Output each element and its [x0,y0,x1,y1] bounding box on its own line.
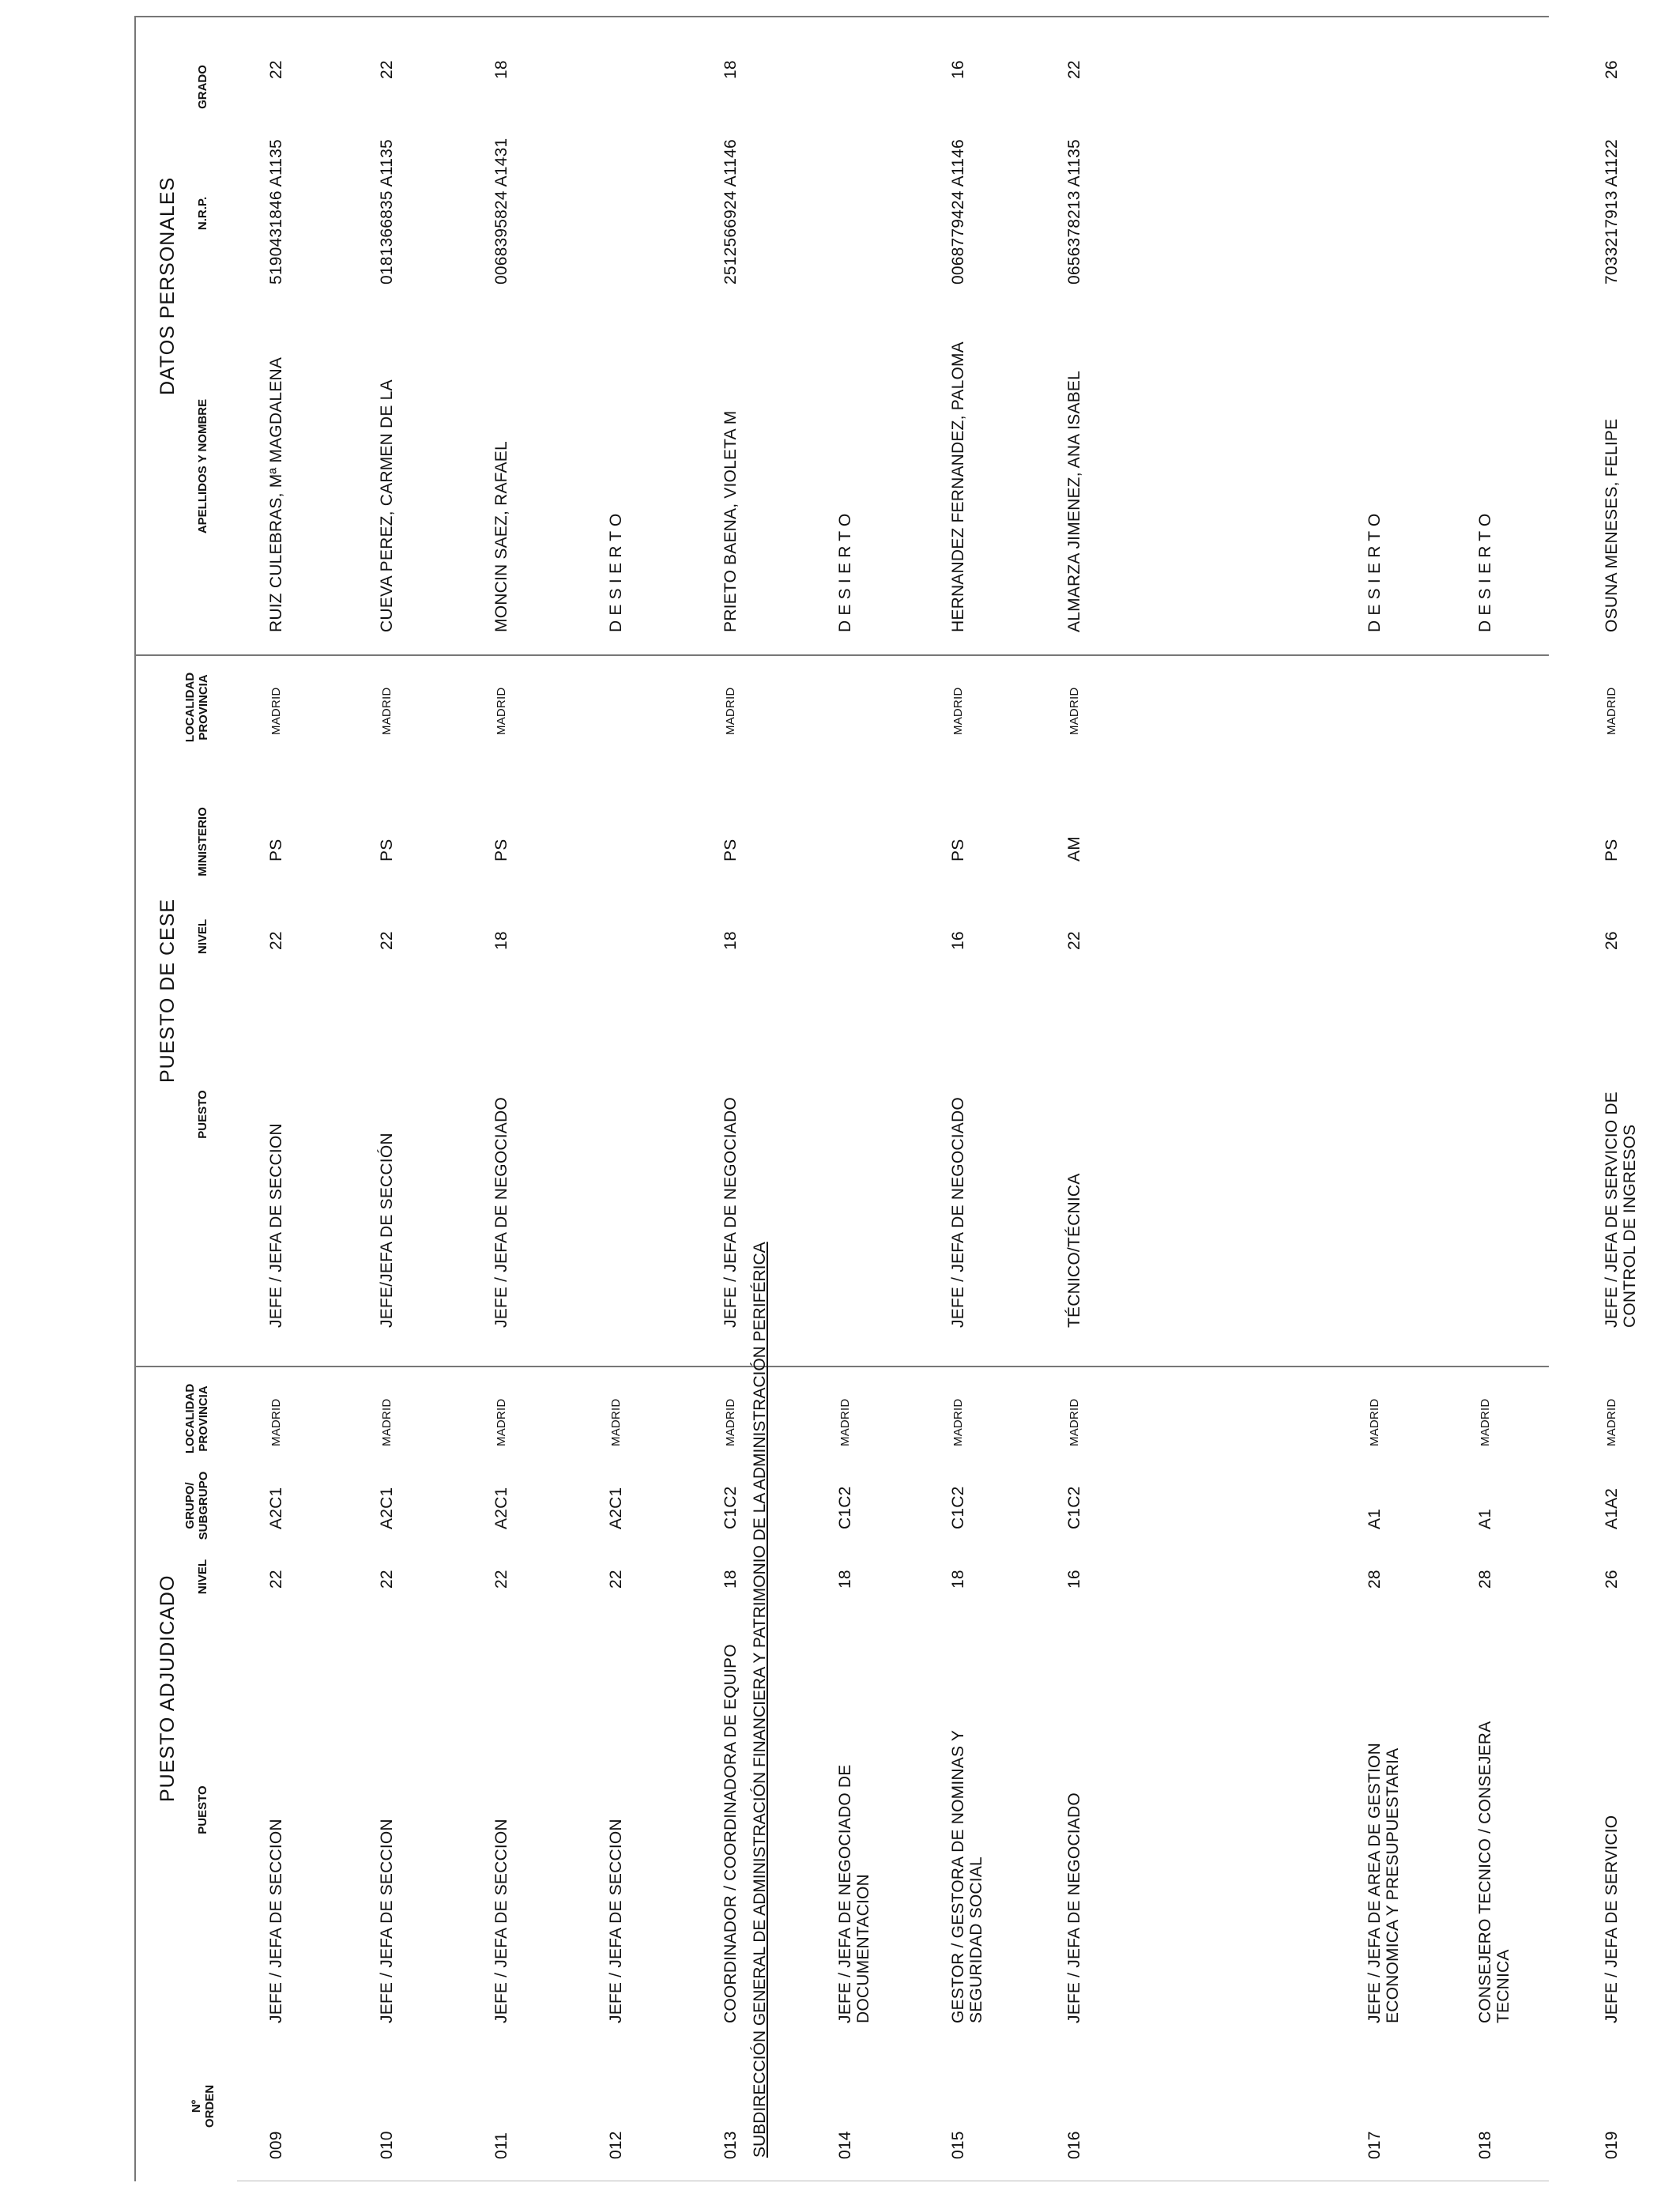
cell-localidad: MADRID [1478,1398,1492,1446]
cell-grado: 22 [267,60,285,79]
cell-cese-puesto: JEFE / JEFA DE SERVICIO DE CONTROL DE INGRESOS [1603,1091,1639,1328]
cell-nombre: CUEVA PEREZ, CARMEN DE LA [378,379,396,632]
cell-ministerio: PS [949,839,967,861]
cell-nombre: ALMARZA JIMENEZ, ANA ISABEL [1065,370,1083,632]
cell-grupo: C1C2 [1065,1486,1083,1529]
cell-ministerio: AM [1065,836,1083,861]
cell-grado: 18 [721,60,740,79]
cell-cese-nivel: 18 [492,931,510,950]
cell-ministerio: PS [492,839,510,861]
cell-cese-nivel: 16 [949,931,967,950]
section-divider-1 [134,1366,1549,1367]
cell-puesto: CONSEJERO TECNICO / CONSEJERA TECNICA [1476,1721,1512,2023]
cell-orden: 010 [378,2131,396,2159]
section-title-puesto-cese: PUESTO DE CESE [156,898,179,1083]
cell-grupo: C1C2 [949,1486,967,1529]
cell-nombre: D E S I E R T O [1476,513,1494,632]
cell-puesto: JEFE / JEFA DE SECCION [607,1819,625,2023]
cell-cese-localidad: MADRID [1605,687,1618,735]
cell-grado: 22 [378,60,396,79]
cell-localidad: MADRID [838,1398,852,1446]
cell-nrp: 2512566924 A1146 [721,139,740,285]
cell-puesto: JEFE / JEFA DE NEGOCIADO [1065,1793,1083,2023]
cell-nrp: 0181366835 A1135 [378,139,396,285]
cell-nivel: 22 [378,1570,396,1589]
cell-nivel: 22 [267,1570,285,1589]
header-nrp: N.R.P. [196,196,209,231]
header-grado: GRADO [196,65,209,109]
cell-puesto: JEFE / JEFA DE SERVICIO [1603,1815,1621,2023]
cell-cese-localidad: MADRID [495,687,508,735]
cell-cese-puesto: JEFE / JEFA DE NEGOCIADO [949,1097,967,1328]
cell-orden: 009 [267,2131,285,2159]
cell-nombre: PRIETO BAENA, VIOLETA M [721,410,740,632]
cell-nrp: 5190431846 A1135 [267,139,285,285]
cell-orden: 014 [836,2131,854,2159]
cell-nivel: 28 [1365,1570,1384,1589]
header-apellidos-nombre: APELLIDOS Y NOMBRE [196,398,209,534]
cell-localidad: MADRID [495,1398,508,1446]
cell-nivel: 18 [949,1570,967,1589]
header-orden-line2: ORDEN [203,2084,217,2128]
cell-localidad: MADRID [724,1398,737,1446]
cell-cese-nivel: 26 [1603,931,1621,950]
header-grupo-line2: SUBGRUPO [197,1471,210,1540]
cell-orden: 011 [492,2132,510,2159]
cell-nivel: 16 [1065,1570,1083,1589]
header-orden-line1: Nº [190,2099,203,2113]
cell-cese-nivel: 22 [378,931,396,950]
cell-localidad: MADRID [269,1398,283,1446]
cell-orden: 018 [1476,2131,1494,2159]
header-puesto-cese: PUESTO [196,1090,209,1139]
cell-nombre: D E S I E R T O [1365,513,1384,632]
cell-cese-nivel: 22 [1065,931,1083,950]
cell-grupo: A1A2 [1603,1487,1621,1529]
section-title-datos-personales: DATOS PERSONALES [156,176,179,395]
cell-nivel: 18 [836,1570,854,1589]
assignment-table [134,16,1639,2181]
cell-ministerio: PS [378,839,396,861]
cell-ministerio: PS [1603,839,1621,861]
cell-localidad: MADRID [1068,1398,1081,1446]
cell-grado: 22 [1065,60,1083,79]
cell-nivel: 28 [1476,1570,1494,1589]
cell-cese-puesto: JEFE / JEFA DE NEGOCIADO [492,1097,510,1328]
cell-localidad: MADRID [1605,1398,1618,1446]
header-puesto-adjudicado: PUESTO [196,1785,209,1834]
cell-orden: 012 [607,2131,625,2159]
cell-cese-puesto: JEFE / JEFA DE SECCION [267,1123,285,1328]
cell-grupo: C1C2 [721,1486,740,1529]
cell-cese-nivel: 22 [267,931,285,950]
cell-cese-nivel: 18 [721,931,740,950]
cell-puesto: COORDINADOR / COORDINADORA DE EQUIPO [721,1644,740,2023]
cell-orden: 015 [949,2131,967,2159]
header-localidad-cese-line1: LOCALIDAD [183,672,197,743]
cell-cese-puesto: JEFE/JEFA DE SECCIÓN [378,1133,396,1328]
cell-grupo: A1 [1365,1508,1384,1529]
cell-localidad: MADRID [609,1398,623,1446]
cell-nivel: 26 [1603,1570,1621,1589]
header-nivel-adjudicado: NIVEL [196,1559,209,1595]
cell-localidad: MADRID [951,1398,965,1446]
section-title-puesto-adjudicado: PUESTO ADJUDICADO [156,1574,179,1802]
cell-nombre: D E S I E R T O [607,513,625,632]
cell-nombre: RUIZ CULEBRAS, Mª MAGDALENA [267,356,285,632]
header-localidad-line1: LOCALIDAD [183,1383,197,1454]
cell-nivel: 22 [492,1570,510,1589]
cell-nrp: 0068395824 A1431 [492,138,510,285]
header-localidad-cese-line2: PROVINCIA [197,674,210,741]
header-ministerio: MINISTERIO [196,807,209,876]
cell-orden: 019 [1603,2131,1621,2159]
cell-nivel: 22 [607,1570,625,1589]
cell-puesto: JEFE / JEFA DE NEGOCIADO DE DOCUMENTACION [836,1764,872,2023]
cell-localidad: MADRID [380,1398,394,1446]
cell-nombre: D E S I E R T O [836,513,854,632]
header-orden [190,2075,217,2138]
header-localidad-cese [183,664,210,751]
cell-orden: 016 [1065,2131,1083,2159]
cell-cese-puesto: TÉCNICO/TÉCNICA [1065,1173,1083,1328]
cell-puesto: JEFE / JEFA DE SECCION [492,1819,510,2023]
cell-grado: 26 [1603,60,1621,79]
cell-grupo: A2C1 [378,1487,396,1529]
cell-puesto: JEFE / JEFA DE SECCION [378,1819,396,2023]
cell-ministerio: PS [721,839,740,861]
header-localidad-adjudicado [183,1375,210,1462]
cell-nombre: MONCIN SAEZ, RAFAEL [492,441,510,632]
cell-cese-localidad: MADRID [951,687,965,735]
cell-nombre: HERNANDEZ FERNANDEZ, PALOMA [949,341,967,632]
header-localidad-line2: PROVINCIA [197,1385,210,1452]
cell-nrp: 0068779424 A1146 [949,139,967,285]
cell-grupo: A2C1 [492,1487,510,1529]
header-grupo-line1: GRUPO/ [183,1482,197,1529]
table-top-border [134,16,1549,17]
cell-cese-localidad: MADRID [380,687,394,735]
cell-cese-localidad: MADRID [1068,687,1081,735]
cell-grupo: A2C1 [607,1487,625,1529]
cell-orden: 017 [1365,2131,1384,2159]
cell-ministerio: PS [267,839,285,861]
cell-nombre: OSUNA MENESES, FELIPE [1603,418,1621,632]
header-nivel-cese: NIVEL [196,918,209,955]
cell-nrp: 7033217913 A1122 [1603,139,1621,285]
cell-nivel: 18 [721,1570,740,1589]
cell-cese-localidad: MADRID [269,687,283,735]
header-grupo-subgrupo [183,1462,210,1549]
cell-cese-puesto: JEFE / JEFA DE NEGOCIADO [721,1097,740,1328]
cell-nrp: 0656378213 A1135 [1065,139,1083,285]
section-divider-2 [134,654,1549,656]
table-left-border [134,16,136,2181]
cell-orden: 013 [721,2131,740,2159]
subdireccion-heading: SUBDIRECCIÓN GENERAL DE ADMINISTRACIÓN FINANCIERA Y PATRIMONIO DE LA ADMINISTRACIÓN PERIFÉRICA [751,1242,769,2158]
cell-puesto: GESTOR / GESTORA DE NOMINAS Y SEGURIDAD SOCIAL [949,1730,985,2023]
cell-grado: 18 [492,60,510,79]
cell-localidad: MADRID [1368,1398,1381,1446]
cell-grupo: C1C2 [836,1486,854,1529]
cell-grupo: A2C1 [267,1487,285,1529]
cell-grupo: A1 [1476,1508,1494,1529]
cell-puesto: JEFE / JEFA DE AREA DE GESTION ECONOMICA Y PRESUPUESTARIA [1365,1743,1402,2023]
cell-grado: 16 [949,60,967,79]
cell-cese-localidad: MADRID [724,687,737,735]
cell-puesto: JEFE / JEFA DE SECCION [267,1819,285,2023]
